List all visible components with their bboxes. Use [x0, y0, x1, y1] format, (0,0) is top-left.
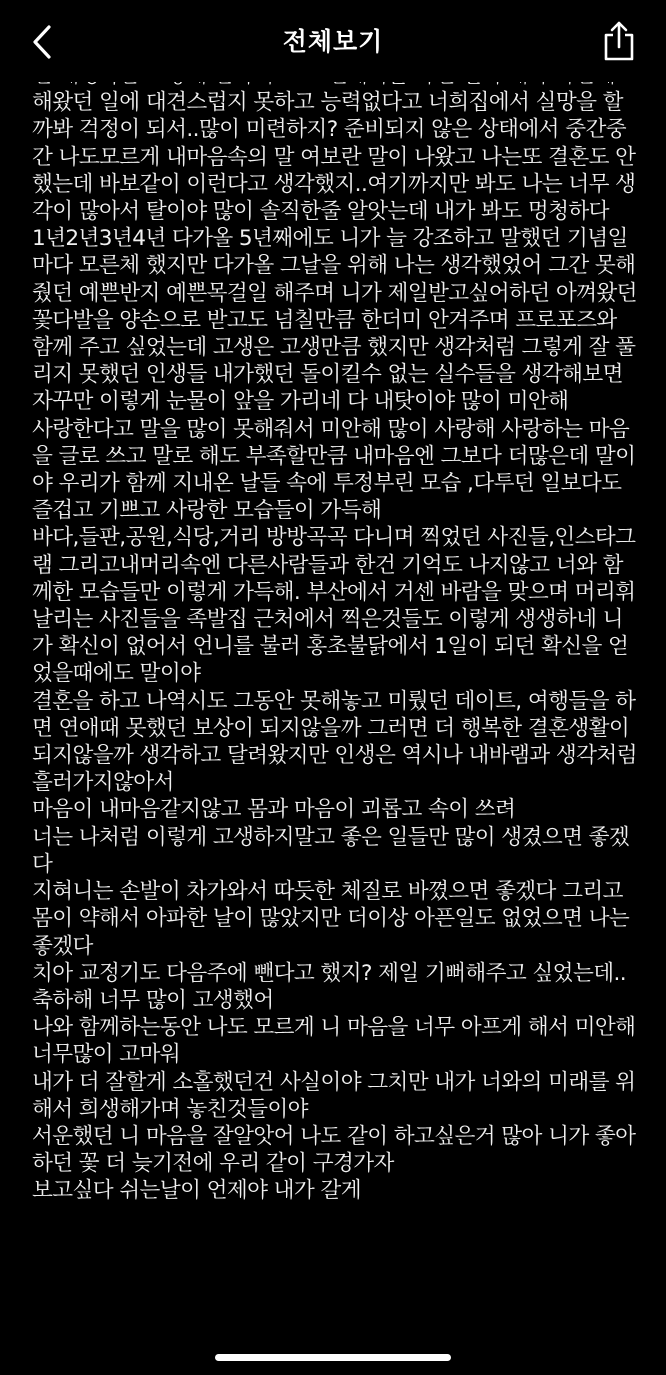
home-indicator[interactable] — [215, 1354, 451, 1361]
share-icon — [601, 20, 637, 62]
top-bar — [0, 0, 666, 82]
full-text-viewer[interactable] — [32, 74, 640, 1336]
page-title: 전체보기 — [282, 27, 384, 56]
share-button[interactable] — [598, 18, 640, 64]
message-body: 해왔던 일에 대견스럽지 못하고 능력없다고 너희집에서 실망을 할까봐 걱정이 되서..많이 미련하지? 준비되지 않은 상태에서 중간중간 나도모르게 내마음속의 말 여보란 말이 나왔고 나는또 결혼도 안했는데 바보같이 이런다고 생각했지..여기까지만 봐도 나는 너무 생각이 많아서 탈이야 많이 솔직한줄 알앗는데 내가 봐도 멍청하다 1년2년3년4년 다가올 5년째에도 니가 늘 강조하고 말했던 기념일마다 모른체 했지만 다가올 그날을 위해 나는 생각했었어 그간 못해줬던 예쁜반지 예쁜목걸일 해주며 니가 제일받고싶어하던 아껴왔던 꽃다발을 양손으로 받고도 넘칠만큼 한더미 안겨주며 프로포즈와 함께 주고 싶었는데 고생은 고생만큼 했지만 생각처럼 그렇게 잘 풀리지 못했던 인생들 내가했던 돌이킬수 없는 실수들을 생각해보면 자꾸만 이렇게 눈물이 앞을 가리네 다 내탓이야 많이 미안해 사랑한다고 말을 많이 못해줘서 미안해 많이 사랑해 사랑하는 마음을 글로 쓰고 말로 해도 부족할만큼 내마음엔 그보다 더많은데 말이야 우리가 함께 지내온 날들 속에 투정부린 모습 ,다투던 일보다도 즐겁고 기쁘고 사랑한 모습들이 가득해 바다,들판,공원,식당,거리 방방곡곡 다니며 찍었던 사진들,인스타그램 그리고내머리속엔 다른사람들과 한건 기억도 나지않고 너와 함께한 모습들만 이렇게 가득해. 부산에서 거센 바람을 맞으며 머리휘날리는 사진들을 족발집 근처에서 찍은것들도 이렇게 생생하네 니가 확신이 없어서 언니를 불러 홍초불닭에서 1일이 되던 확신을 얻었을때에도 말이야 결혼을 하고 나역시도 그동안 못해놓고 미뤘던 데이트, 여행들을 하면 연애때 못했던 보상이 되지않을까 그러면 더 행복한 결혼생활이 되지않을까 생각하고 달려왔지만 인생은 역시나 내바램과 생각처럼 흘러가지않아서 마음이 내마음같지않고 몸과 마음이 괴롭고 속이 쓰려 너는 나처럼 이렇게 고생하지말고 좋은 일들만 많이 생겼으면 좋겠다 지혀니는 손발이 차가와서 따듯한 체질로 바꼈으면 좋겠다 그리고 몸이 약해서 아파한 날이 많았지만 더이상 아픈일도 없었으면 나는 좋겠다 치아 교정기도 다음주에 뺀다고 했지? 제일 기뻐해주고 싶었는데..축하해 너무 많이 고생했어 나와 함께하는동안 나도 모르게 니 마음을 너무 아프게 해서 미안해 너무많이 고마워 내가 더 잘할게 소홀했던건 사실이야 그치만 내가 너와의 미래를 위해서 희생해가며 놓친것들이야 서운했던 니 마음을 잘알앗어 나도 같이 하고싶은거 많아 니가 좋아하던 꽃 더 늦기전에 우리 같이 구경가자 보고싶다 쉬는날이 언제야 내가 갈게 — [32, 90, 637, 1204]
